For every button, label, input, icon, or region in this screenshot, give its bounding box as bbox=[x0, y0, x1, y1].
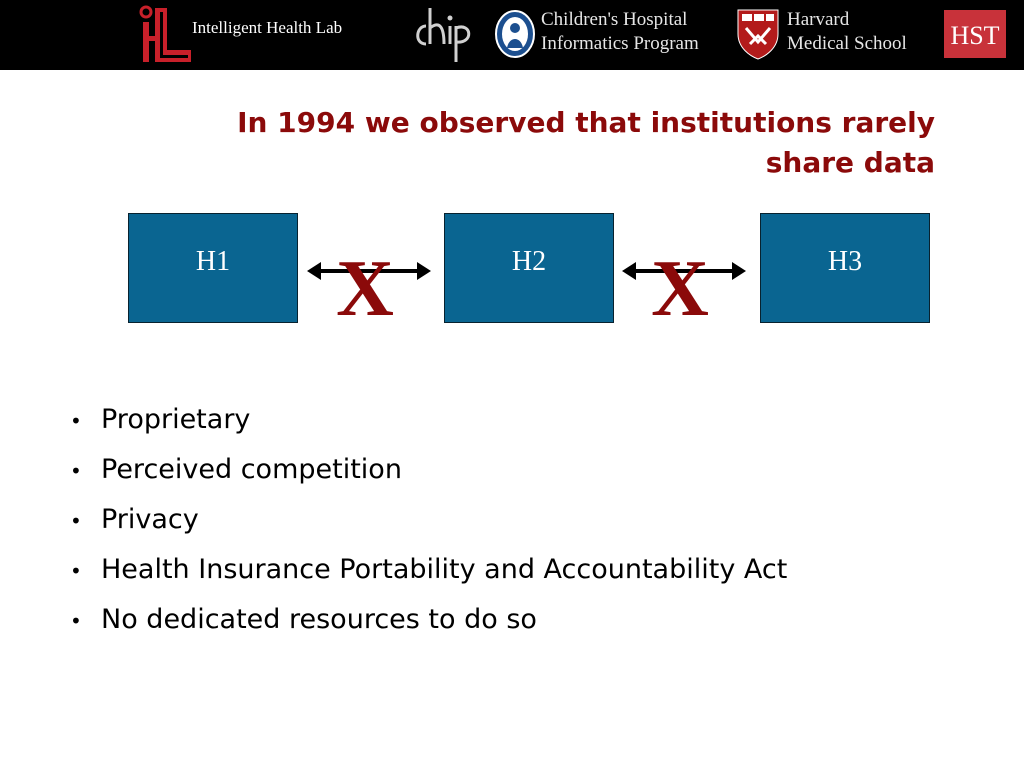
hst-logo-icon bbox=[944, 10, 1006, 58]
list-item bbox=[70, 446, 787, 496]
list-item bbox=[70, 546, 787, 596]
list-item-text: Perceived competition bbox=[101, 454, 402, 485]
hospital-box-h2: H2 bbox=[444, 213, 614, 323]
list-item-text: Proprietary bbox=[101, 404, 251, 435]
hospital-box-h1: H1 bbox=[128, 213, 298, 323]
bullet-icon: • bbox=[70, 459, 82, 483]
hms-label-line2: Medical School bbox=[787, 33, 907, 54]
hst-label: HST bbox=[950, 21, 1000, 50]
bullet-icon: • bbox=[70, 509, 82, 533]
chip-label bbox=[541, 8, 699, 56]
chip-label-line1: Children's Hospital bbox=[541, 9, 688, 30]
list-item-text: Health Insurance Portability and Accountability Act bbox=[101, 554, 788, 585]
hms-label bbox=[787, 8, 907, 56]
hms-label-line1: Harvard bbox=[787, 9, 850, 30]
cross-mark: X bbox=[336, 245, 394, 333]
hospital-box-h3: H3 bbox=[760, 213, 930, 323]
list-item bbox=[70, 496, 787, 546]
chip-label-line2: Informatics Program bbox=[541, 33, 699, 54]
list-item bbox=[70, 596, 787, 646]
chip-logo-icon bbox=[410, 4, 478, 66]
chip-seal-icon bbox=[494, 8, 536, 60]
bullet-icon: • bbox=[70, 409, 82, 433]
slide-title-line1: In 1994 we observed that institutions rarely bbox=[237, 106, 935, 139]
harvard-shield-icon bbox=[736, 8, 780, 60]
list-item bbox=[70, 396, 787, 446]
cross-mark: X bbox=[651, 245, 709, 333]
header-banner bbox=[0, 0, 1024, 70]
reasons-list bbox=[70, 396, 787, 646]
slide-title-line2: share data bbox=[765, 146, 935, 179]
bullet-icon: • bbox=[70, 609, 82, 633]
ihl-label: Intelligent Health Lab bbox=[192, 18, 343, 37]
ihl-logo-icon bbox=[133, 4, 193, 64]
list-item-text: No dedicated resources to do so bbox=[101, 604, 537, 635]
bullet-icon: • bbox=[70, 559, 82, 583]
list-item-text: Privacy bbox=[101, 504, 199, 535]
slide-title bbox=[135, 103, 935, 183]
